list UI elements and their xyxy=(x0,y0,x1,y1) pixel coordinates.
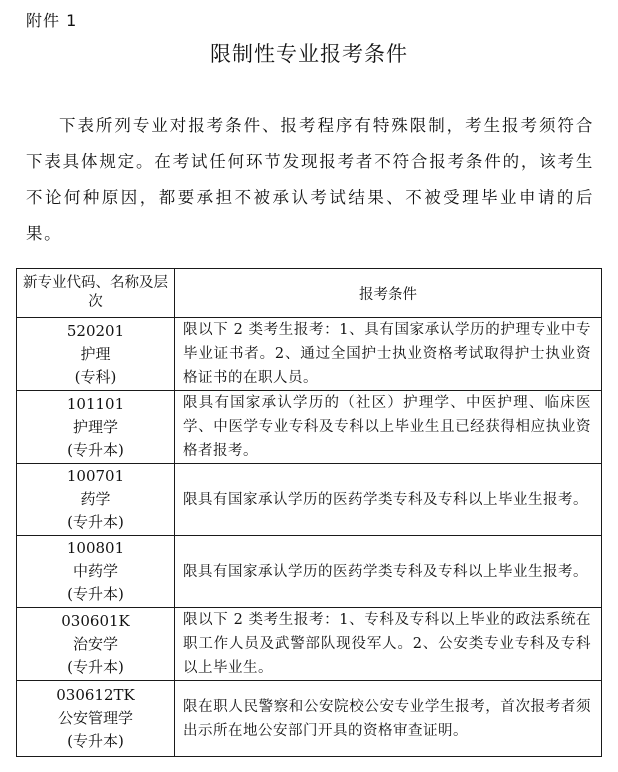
restricted-majors-table xyxy=(16,268,602,757)
major-code: 101101 xyxy=(66,394,125,413)
major-level: (专升本) xyxy=(67,513,124,531)
condition-cell: 限具有国家承认学历的医药学类专科及专科以上毕业生报考。 xyxy=(175,464,602,536)
major-cell xyxy=(17,318,175,391)
major-name: 护理 xyxy=(80,344,111,363)
document-title: 限制性专业报考条件 xyxy=(210,42,408,66)
major-cell xyxy=(17,681,175,757)
table-row xyxy=(17,536,602,608)
intro-paragraph: 下表所列专业对报考条件、报考程序有特殊限制，考生报考须符合下表具体规定。在考试任何环节发现报考者不符合报考条件的，该考生不论何种原因，都要承担不被承认考试结果、不被受理毕业申请的后果。 xyxy=(26,116,594,243)
major-name: 治安学 xyxy=(72,634,118,653)
major-code: 100701 xyxy=(66,467,125,485)
table-row xyxy=(17,318,602,391)
major-code: 100801 xyxy=(66,539,125,557)
major-level: (专科) xyxy=(74,367,117,386)
major-name: 护理学 xyxy=(72,417,118,436)
major-code: 030612TK xyxy=(56,686,135,704)
condition-cell: 限具有国家承认学历的医药学类专科及专科以上毕业生报考。 xyxy=(175,536,602,608)
table-row xyxy=(17,464,602,536)
table-row xyxy=(17,608,602,681)
condition-cell: 限在职人民警察和公安院校公安专业学生报考，首次报考者须出示所在地公安部门开具的资格审查证明。 xyxy=(175,681,602,757)
condition-cell: 限以下 2 类考生报考：1、具有国家承认学历的护理专业中专毕业证书者。2、通过全国护士执业资格考试取得护士执业资格证书的在职人员。 xyxy=(175,318,602,391)
condition-cell: 限具有国家承认学历的（社区）护理学、中医护理、临床医学、中医学专业专科及专科以上毕业生且已经获得相应执业资格者报考。 xyxy=(175,391,602,464)
major-code: 030601K xyxy=(61,611,130,630)
attachment-label: 附件 1 xyxy=(26,11,78,30)
table-row xyxy=(17,681,602,757)
header-major-column: 新专业代码、名称及层次 xyxy=(17,269,175,318)
major-cell xyxy=(17,391,175,464)
major-level: (专升本) xyxy=(67,585,124,603)
major-name: 中药学 xyxy=(72,562,118,580)
header-condition-column: 报考条件 xyxy=(175,269,602,318)
table-header-row xyxy=(17,269,602,318)
condition-cell: 限以下 2 类考生报考：1、专科及专科以上毕业的政法系统在职工作人员及武警部队现役军人。2、公安类专业专科及专科以上毕业生。 xyxy=(175,608,602,681)
major-code: 520201 xyxy=(66,321,125,340)
major-name: 公安管理学 xyxy=(57,709,133,727)
major-cell xyxy=(17,536,175,608)
major-cell xyxy=(17,608,175,681)
major-level: (专升本) xyxy=(67,732,124,750)
major-level: (专升本) xyxy=(67,657,124,676)
major-level: (专升本) xyxy=(67,440,124,459)
major-cell xyxy=(17,464,175,536)
major-name: 药学 xyxy=(80,490,111,508)
table-row xyxy=(17,391,602,464)
